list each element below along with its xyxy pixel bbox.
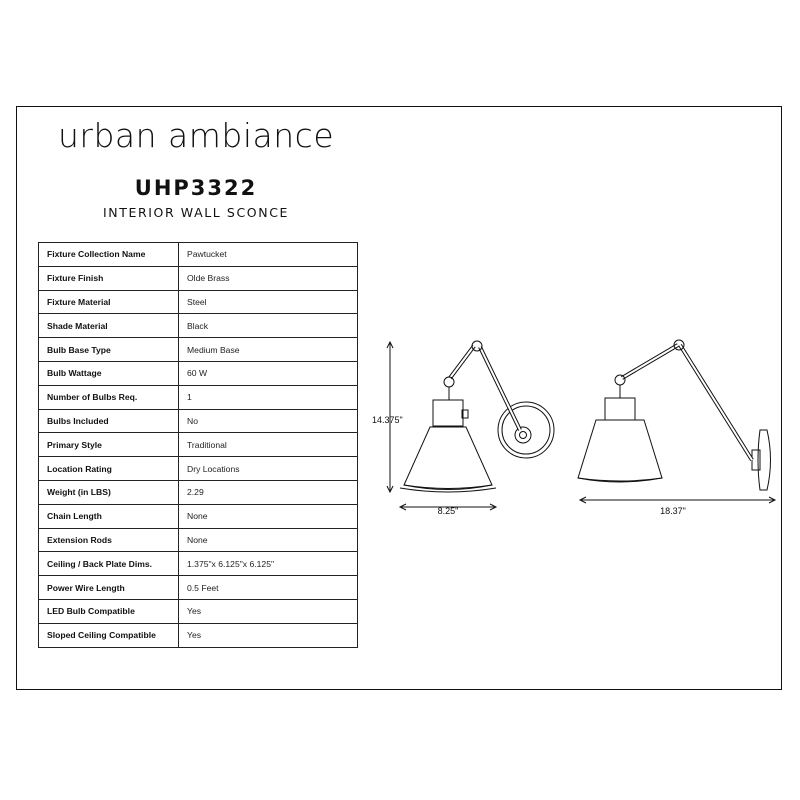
spec-label: Power Wire Length xyxy=(39,576,179,600)
spec-row xyxy=(39,457,358,481)
height-dimension-label: 14.375" xyxy=(372,415,403,425)
spec-label: LED Bulb Compatible xyxy=(39,599,179,623)
spec-value: 1 xyxy=(179,385,358,409)
spec-value: 2.29 xyxy=(179,480,358,504)
brand-logo: urban ambiance xyxy=(58,116,335,155)
spec-table xyxy=(38,242,358,648)
spec-label: Weight (in LBS) xyxy=(39,480,179,504)
spec-row xyxy=(39,433,358,457)
spec-row xyxy=(39,385,358,409)
spec-value: Yes xyxy=(179,599,358,623)
spec-value: None xyxy=(179,528,358,552)
spec-label: Location Rating xyxy=(39,457,179,481)
spec-label: Bulb Wattage xyxy=(39,361,179,385)
spec-value: Medium Base xyxy=(179,338,358,362)
spec-row xyxy=(39,623,358,647)
spec-value: 60 W xyxy=(179,361,358,385)
spec-value: No xyxy=(179,409,358,433)
spec-label: Fixture Collection Name xyxy=(39,243,179,267)
spec-value: None xyxy=(179,504,358,528)
spec-value: Black xyxy=(179,314,358,338)
spec-label: Number of Bulbs Req. xyxy=(39,385,179,409)
spec-value: Pawtucket xyxy=(179,243,358,267)
fixture-drawing xyxy=(370,330,780,525)
spec-row xyxy=(39,361,358,385)
spec-row xyxy=(39,243,358,267)
spec-label: Bulbs Included xyxy=(39,409,179,433)
front-backplate xyxy=(498,402,554,458)
spec-row xyxy=(39,528,358,552)
spec-label: Shade Material xyxy=(39,314,179,338)
spec-label: Sloped Ceiling Compatible xyxy=(39,623,179,647)
spec-value: Olde Brass xyxy=(179,266,358,290)
spec-row xyxy=(39,290,358,314)
front-width-label: 8.25" xyxy=(437,506,459,516)
spec-row xyxy=(39,504,358,528)
spec-row xyxy=(39,599,358,623)
spec-row xyxy=(39,576,358,600)
spec-row xyxy=(39,409,358,433)
spec-label: Extension Rods xyxy=(39,528,179,552)
spec-value: 1.375"x 6.125"x 6.125" xyxy=(179,552,358,576)
spec-label: Ceiling / Back Plate Dims. xyxy=(39,552,179,576)
spec-value: Dry Locations xyxy=(179,457,358,481)
spec-row xyxy=(39,266,358,290)
spec-value: Traditional xyxy=(179,433,358,457)
model-number: UHP3322 xyxy=(134,176,258,200)
spec-label: Primary Style xyxy=(39,433,179,457)
spec-label: Fixture Finish xyxy=(39,266,179,290)
spec-value: 0.5 Feet xyxy=(179,576,358,600)
spec-label: Chain Length xyxy=(39,504,179,528)
product-type: INTERIOR WALL SCONCE xyxy=(102,205,290,220)
side-length-label: 18.37" xyxy=(660,506,686,516)
spec-label: Bulb Base Type xyxy=(39,338,179,362)
spec-row xyxy=(39,552,358,576)
spec-row xyxy=(39,314,358,338)
spec-label: Fixture Material xyxy=(39,290,179,314)
spec-row xyxy=(39,338,358,362)
spec-value: Steel xyxy=(179,290,358,314)
spec-value: Yes xyxy=(179,623,358,647)
spec-row xyxy=(39,480,358,504)
